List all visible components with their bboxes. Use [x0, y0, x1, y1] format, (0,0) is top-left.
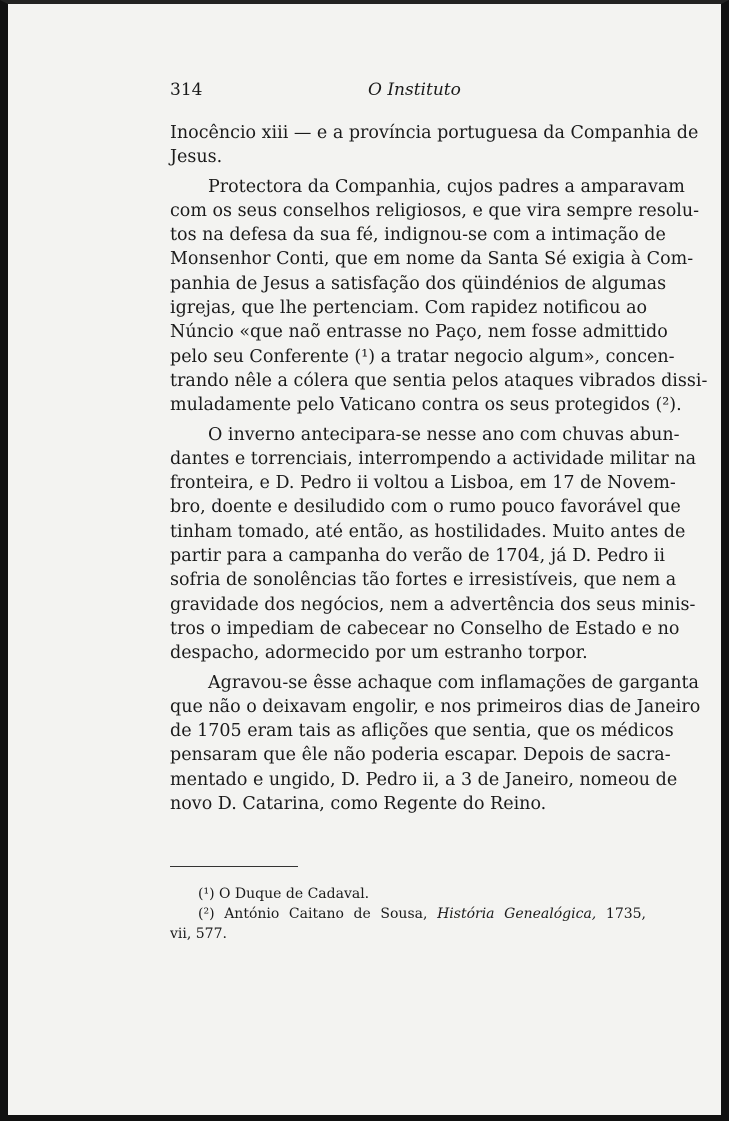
text-line: tros o impediam de cabecear no Conselho de Estado e no	[170, 618, 680, 639]
text-line: despacho, adormecido por um estranho torpor.	[170, 643, 588, 664]
footnote-2	[170, 904, 646, 924]
text-line: tinham tomado, até então, as hostilidades. Muito antes de	[170, 521, 686, 542]
text-line: mentado e ungido, D. Pedro ii, a 3 de Janeiro, nomeou de	[170, 769, 678, 790]
text-line: dantes e torrenciais, interrompendo a actividade militar na	[170, 448, 697, 469]
text-line: que não o deixavam engolir, e nos primeiros dias de Janeiro	[170, 696, 701, 717]
text-line: panhia de Jesus a satisfação dos qüindénios de algumas	[170, 273, 667, 294]
text-line: Agravou-se êsse achaque com inflamações de garganta	[208, 672, 699, 693]
text-line: Núncio «que naõ entrasse no Paço, nem fosse admittido	[170, 322, 668, 343]
text-line: Protectora da Companhia, cujos padres a amparavam	[208, 176, 685, 197]
text-line: Jesus.	[170, 147, 223, 168]
text-line: Monsenhor Conti, que em nome da Santa Sé exigia à Com-	[170, 249, 694, 270]
text-line: bro, doente e desiludido com o rumo pouco favorável que	[170, 497, 681, 518]
footnote-author: António Caitano de Sousa,	[224, 906, 428, 922]
footnote-2-continuation: vii, 577.	[170, 926, 227, 942]
text-line: pelo seu Conferente (¹) a tratar negocio algum», concen-	[170, 346, 675, 367]
page-number: 314	[170, 80, 203, 100]
text-line: novo D. Catarina, como Regente do Reino.	[170, 794, 547, 815]
text-line: de 1705 eram tais as aflições que sentia, que os médicos	[170, 721, 674, 742]
footnotes	[170, 884, 646, 944]
text-line: tos na defesa da sua fé, indignou-se com a intimação de	[170, 225, 666, 246]
footnote-work-title: História Genealógica,	[437, 906, 597, 922]
text-line: com os seus conselhos religiosos, e que vira sempre resolu-	[170, 200, 700, 221]
text-line: muladamente pelo Vaticano contra os seus protegidos (²).	[170, 395, 682, 416]
page-header	[170, 80, 645, 106]
text-line: partir para a campanha do verão de 1704, já D. Pedro ii	[170, 546, 665, 567]
text-line: pensaram que êle não poderia escapar. Depois de sacra-	[170, 745, 671, 766]
footnote-1	[170, 884, 646, 904]
footnote-marker: (¹)	[198, 886, 215, 902]
text-line: gravidade dos negócios, nem a advertência dos seus minis-	[170, 594, 696, 615]
text-line: trando nêle a cólera que sentia pelos ataques vibrados dissi-	[170, 370, 708, 391]
text-line: igrejas, que lhe pertenciam. Com rapidez notificou ao	[170, 298, 648, 319]
footnote-text: O Duque de Cadaval.	[219, 886, 370, 902]
footnote-marker: (²)	[198, 906, 215, 922]
footnote-year: 1735,	[605, 906, 646, 922]
main-text	[170, 121, 708, 816]
text-line: O inverno antecipara-se nesse ano com chuvas abun-	[208, 424, 680, 445]
text-line: Inocêncio xiii — e a província portuguesa da Companhia de	[170, 123, 699, 143]
text-line: sofria de sonolências tão fortes e irresistíveis, que nem a	[170, 570, 677, 591]
running-title: O Instituto	[368, 80, 461, 100]
footnote-divider	[170, 866, 298, 867]
text-line: fronteira, e D. Pedro ii voltou a Lisboa, em 17 de Novem-	[170, 473, 676, 494]
